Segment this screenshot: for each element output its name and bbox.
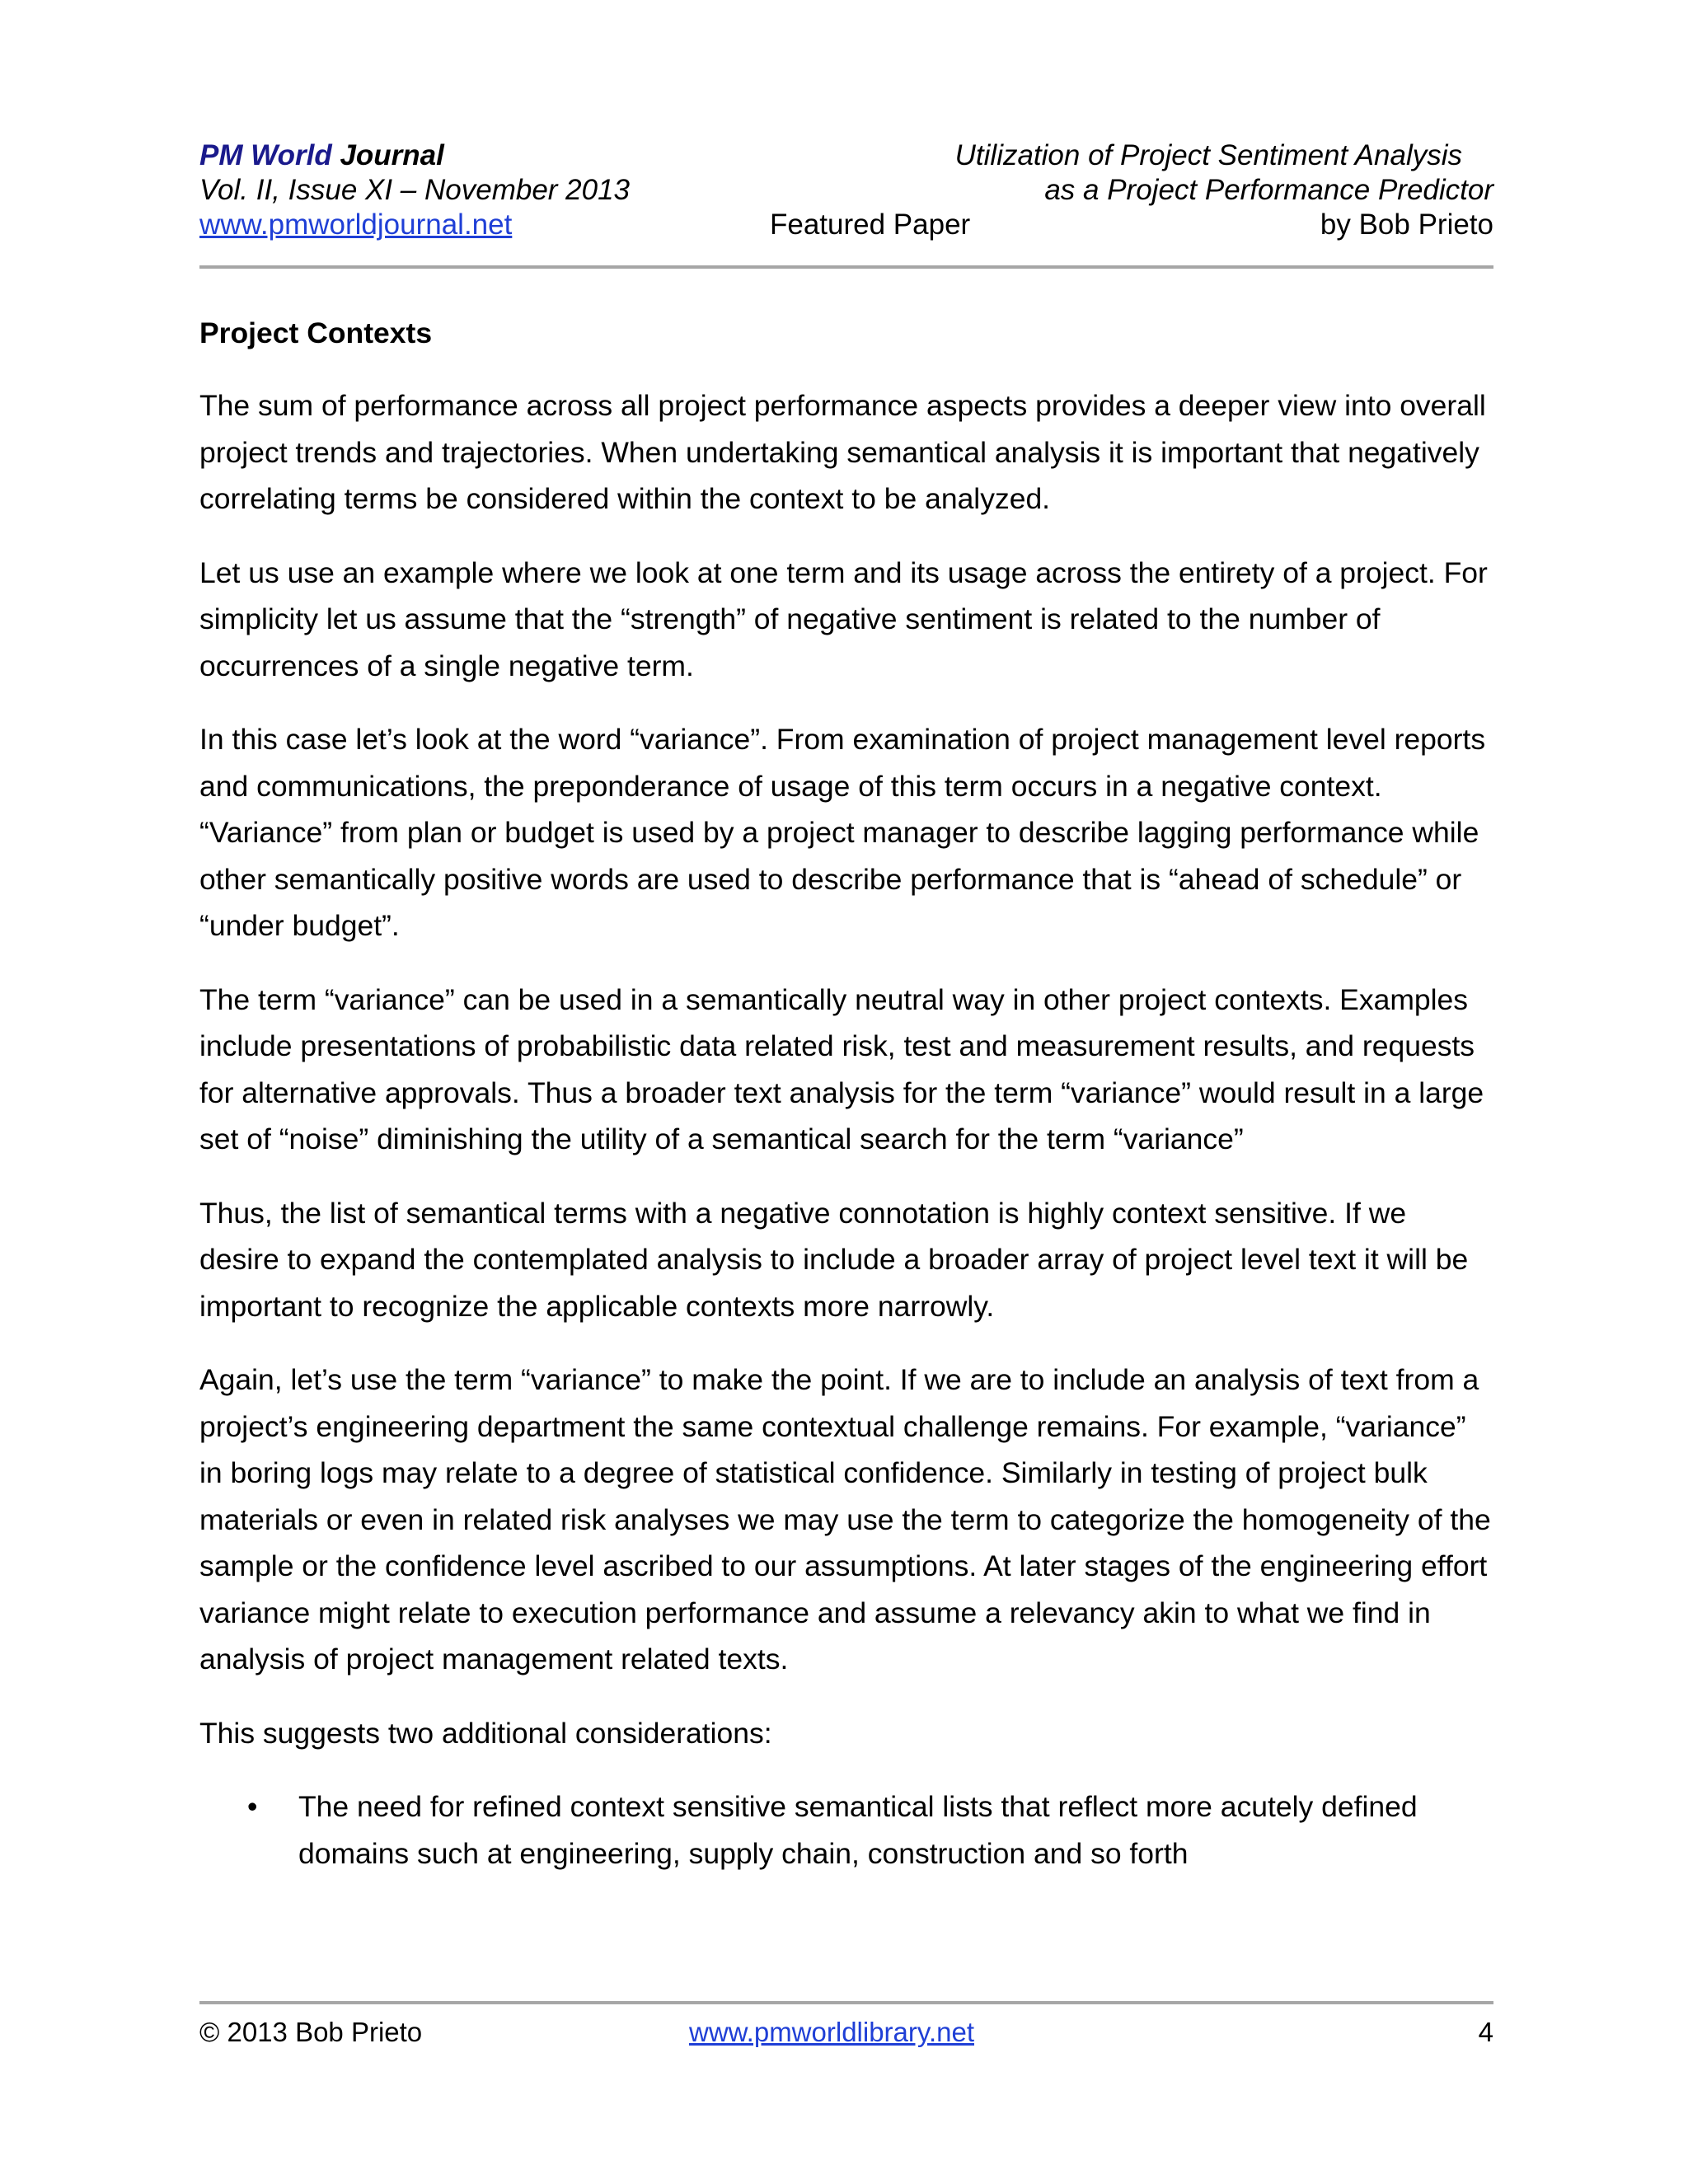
paragraph: Again, let’s use the term “variance” to make the point. If we are to include an analysis of text from a project’s engineering department the same contextual challenge remains. For example, “variance” in boring logs may relate to a degree of statistical confidence. Similarly in testing of project bulk materials or even in related risk analyses we may use the term to categorize the homogeneity of the sample or the confidence level ascribed to our assumptions. At later stages of the engineering effort variance might relate to execution performance and assume a relevancy akin to what we find in analysis of project management related texts. xyxy=(199,1363,1491,1675)
paragraph: The sum of performance across all project performance aspects provides a deeper view into overall project trends and trajectories. When undertaking semantical analysis it is important that negatively correlating terms be considered within the context to be analyzed. xyxy=(199,389,1486,515)
section-heading: Project Contexts xyxy=(199,316,433,349)
journal-website-link[interactable]: www.pmworldjournal.net xyxy=(199,209,513,241)
paragraph: In this case let’s look at the word “variance”. From examination of project management level reports and communications, the preponderance of usage of this term occurs in a negative context. “Variance” from plan or budget is used by a project manager to describe lagging performance while other semantically positive words are used to describe performance that is “ahead of schedule” or “under budget”. xyxy=(199,723,1486,942)
paragraph: Thus, the list of semantical terms with a negative connotation is highly context sensitive. If we desire to expand the contemplated analysis to include a broader array of project level text it will be important to recognize the applicable contexts more narrowly. xyxy=(199,1196,1469,1323)
paragraph: This suggests two additional considerations: xyxy=(199,1716,772,1750)
page-content xyxy=(199,310,1493,1877)
footer-divider xyxy=(199,2001,1493,2004)
list-item-text: The need for refined context sensitive semantical lists that reflect more acutely defined domains such at engineering, supply chain, construction and so forth xyxy=(298,1790,1418,1870)
list-item xyxy=(199,1783,1493,1877)
bullet-icon: • xyxy=(247,1790,258,1823)
page-header xyxy=(199,138,1493,270)
page-footer xyxy=(199,2013,1493,2054)
journal-name xyxy=(199,138,630,173)
issue-info: Vol. II, Issue XI – November 2013 xyxy=(199,174,631,206)
considerations-list xyxy=(199,1783,1493,1877)
header-divider xyxy=(199,265,1493,269)
header-left xyxy=(199,138,630,242)
page-number: 4 xyxy=(1478,2017,1493,2047)
paper-title-line2: as a Project Performance Predictor xyxy=(1044,174,1493,206)
library-website-link[interactable]: www.pmworldlibrary.net xyxy=(689,2017,974,2047)
paper-title-line1: Utilization of Project Sentiment Analysis xyxy=(954,139,1462,171)
journal-name-part1: PM World xyxy=(199,139,332,171)
paragraph: Let us use an example where we look at one term and its usage across the entirety of a project. For simplicity let us assume that the “strength” of negative sentiment is related to the number of occurrences of a single negative term. xyxy=(199,555,1488,682)
header-right xyxy=(955,138,1493,242)
paragraph: The term “variance” can be used in a semantically neutral way in other project contexts. Examples include presentations of probabilistic data related risk, test and measurement results, and requests for alternative approvals. Thus a broader text analysis for the term “variance” would result in a large set of “noise” diminishing the utility of a semantical search for the term “variance” xyxy=(199,982,1484,1155)
paper-author: by Bob Prieto xyxy=(1320,209,1493,241)
journal-name-part2: Journal xyxy=(331,139,444,171)
copyright: © 2013 Bob Prieto xyxy=(199,2017,423,2047)
paper-type: Featured Paper xyxy=(770,209,971,241)
